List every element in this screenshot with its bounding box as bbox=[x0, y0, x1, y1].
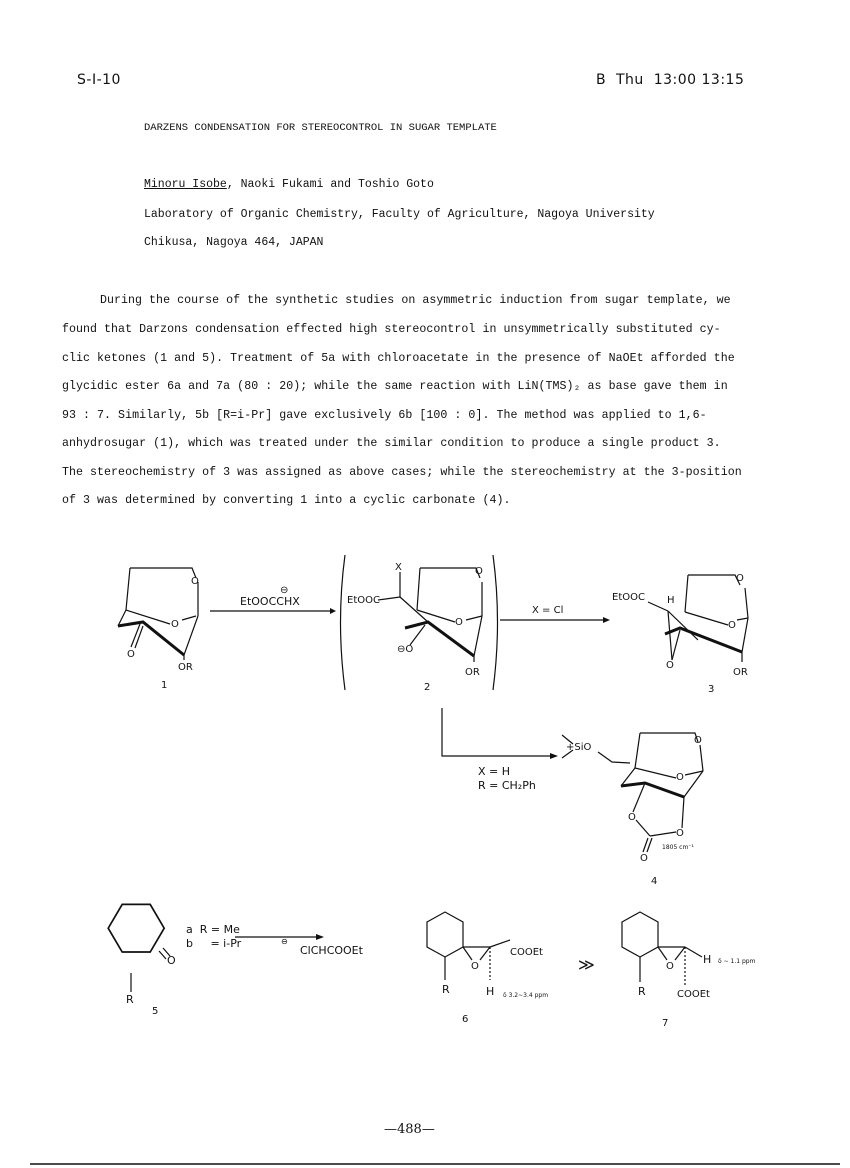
structure-label: O bbox=[167, 954, 176, 967]
intermediate-2-structure bbox=[341, 555, 498, 690]
structure-label: O bbox=[728, 620, 736, 631]
condition-r-benzyl: R = CH₂Ph bbox=[478, 779, 536, 792]
structure-label: O bbox=[666, 660, 674, 671]
structure-label: OR bbox=[733, 667, 748, 678]
structure-label: O bbox=[191, 576, 199, 587]
structure-label: O bbox=[171, 619, 179, 630]
session-schedule: B Thu 13:00 13:15 bbox=[596, 72, 745, 88]
structure-label: O bbox=[676, 772, 684, 783]
substituent-b: b = i-Pr bbox=[186, 937, 242, 950]
substituent-a: a R = Me bbox=[186, 923, 240, 936]
structure-label: O bbox=[676, 828, 684, 839]
structure-label: O bbox=[475, 566, 483, 577]
body-line: The stereochemistry of 3 was assigned as above cases; while the stereochemistry at the 3-position bbox=[62, 466, 742, 479]
structure-label: +SiO bbox=[566, 742, 592, 753]
condition-x-h: X = H bbox=[478, 765, 511, 778]
ratio-much-greater-symbol: ≫ bbox=[578, 955, 595, 974]
compound-label-5: 5 bbox=[152, 1006, 159, 1017]
structure-label: H bbox=[486, 985, 495, 998]
compound-5-structure bbox=[108, 904, 176, 1006]
affiliation-2: Chikusa, Nagoya 464, JAPAN bbox=[144, 236, 324, 249]
compound-label-4: 4 bbox=[651, 876, 658, 887]
reagent-chloroacetate: ClCHCOOEt bbox=[300, 944, 363, 957]
compound-3-structure bbox=[612, 573, 748, 678]
body-line: 93 : 7. Similarly, 5b [R=i-Pr] gave exclusively 6b [100 : 0]. The method was applied to 1,6- bbox=[62, 409, 707, 422]
structure-label: H bbox=[667, 595, 675, 606]
body-line: During the course of the synthetic studies on asymmetric induction from sugar template, we bbox=[100, 294, 731, 307]
structure-label: O bbox=[666, 961, 674, 972]
body-line: glycidic ester 6a and 7a (80 : 20); while the same reaction with LiN(TMS)₂ as base gave them in bbox=[62, 380, 728, 393]
paper-title: DARZENS CONDENSATION FOR STEREOCONTROL IN SUGAR TEMPLATE bbox=[144, 122, 497, 134]
body-line: clic ketones (1 and 5). Treatment of 5a with chloroacetate in the presence of NaOEt afforded the bbox=[62, 352, 735, 365]
structure-label: ⊖O bbox=[397, 644, 414, 655]
compound-6-structure bbox=[427, 912, 548, 999]
structure-label: COOEt bbox=[677, 989, 710, 1000]
structure-label: EtOOC bbox=[347, 595, 380, 606]
compound-label-1: 1 bbox=[161, 680, 168, 691]
anion-symbol: ⊖ bbox=[281, 937, 288, 946]
reagent-ethyl-haloacetate: EtOOCCHX bbox=[240, 595, 300, 608]
structure-label: R bbox=[126, 993, 134, 1006]
body-line: found that Darzons condensation effected high stereocontrol in unsymmetrically substituted cy- bbox=[62, 323, 721, 336]
structure-label: X bbox=[395, 562, 402, 573]
structure-label: OR bbox=[178, 662, 193, 673]
structure-label: O bbox=[736, 573, 744, 584]
body-line: of 3 was determined by converting 1 into a cyclic carbonate (4). bbox=[62, 494, 511, 507]
structure-label: O bbox=[640, 853, 648, 864]
affiliation-1: Laboratory of Organic Chemistry, Faculty of Agriculture, Nagoya University bbox=[144, 208, 655, 221]
compound-label-6: 6 bbox=[462, 1014, 469, 1025]
structure-label: O bbox=[628, 812, 636, 823]
compound-label-7: 7 bbox=[662, 1018, 669, 1029]
structure-label: R bbox=[442, 983, 450, 996]
structure-label: O bbox=[471, 961, 479, 972]
ir-absorption: 1805 cm⁻¹ bbox=[662, 844, 694, 851]
structure-label: EtOOC bbox=[612, 592, 645, 603]
structure-label: COOEt bbox=[510, 947, 543, 958]
compound-1-structure bbox=[118, 568, 199, 673]
session-code: S-I-10 bbox=[77, 72, 121, 88]
body-line: anhydrosugar (1), which was treated under the similar condition to produce a single product 3. bbox=[62, 437, 721, 450]
compound-4-structure bbox=[562, 733, 703, 864]
structure-label: O bbox=[694, 735, 702, 746]
reaction-arrow-2 bbox=[500, 617, 610, 623]
structure-label: OR bbox=[465, 667, 480, 678]
structure-label: O bbox=[127, 649, 135, 660]
structure-label: O bbox=[455, 617, 463, 628]
chemical-shift-6: δ 3.2∼3.4 ppm bbox=[503, 992, 549, 999]
chemical-shift-7: δ ∼ 1.1 ppm bbox=[718, 958, 756, 965]
compound-7-structure bbox=[622, 912, 756, 1000]
structure-label: R bbox=[638, 985, 646, 998]
reaction-arrow-1 bbox=[210, 608, 336, 614]
anion-symbol: ⊖ bbox=[280, 585, 289, 596]
compound-label-2: 2 bbox=[424, 682, 431, 693]
reaction-arrow-3 bbox=[442, 708, 558, 759]
presenting-author: Minoru Isobe bbox=[144, 178, 227, 191]
structure-label: H bbox=[703, 953, 712, 966]
page-number: —488— bbox=[384, 1122, 435, 1137]
condition-x-cl: X = Cl bbox=[532, 605, 564, 616]
co-authors: , Naoki Fukami and Toshio Goto bbox=[226, 178, 434, 191]
reaction-arrow-4 bbox=[235, 934, 324, 940]
compound-label-3: 3 bbox=[708, 684, 715, 695]
